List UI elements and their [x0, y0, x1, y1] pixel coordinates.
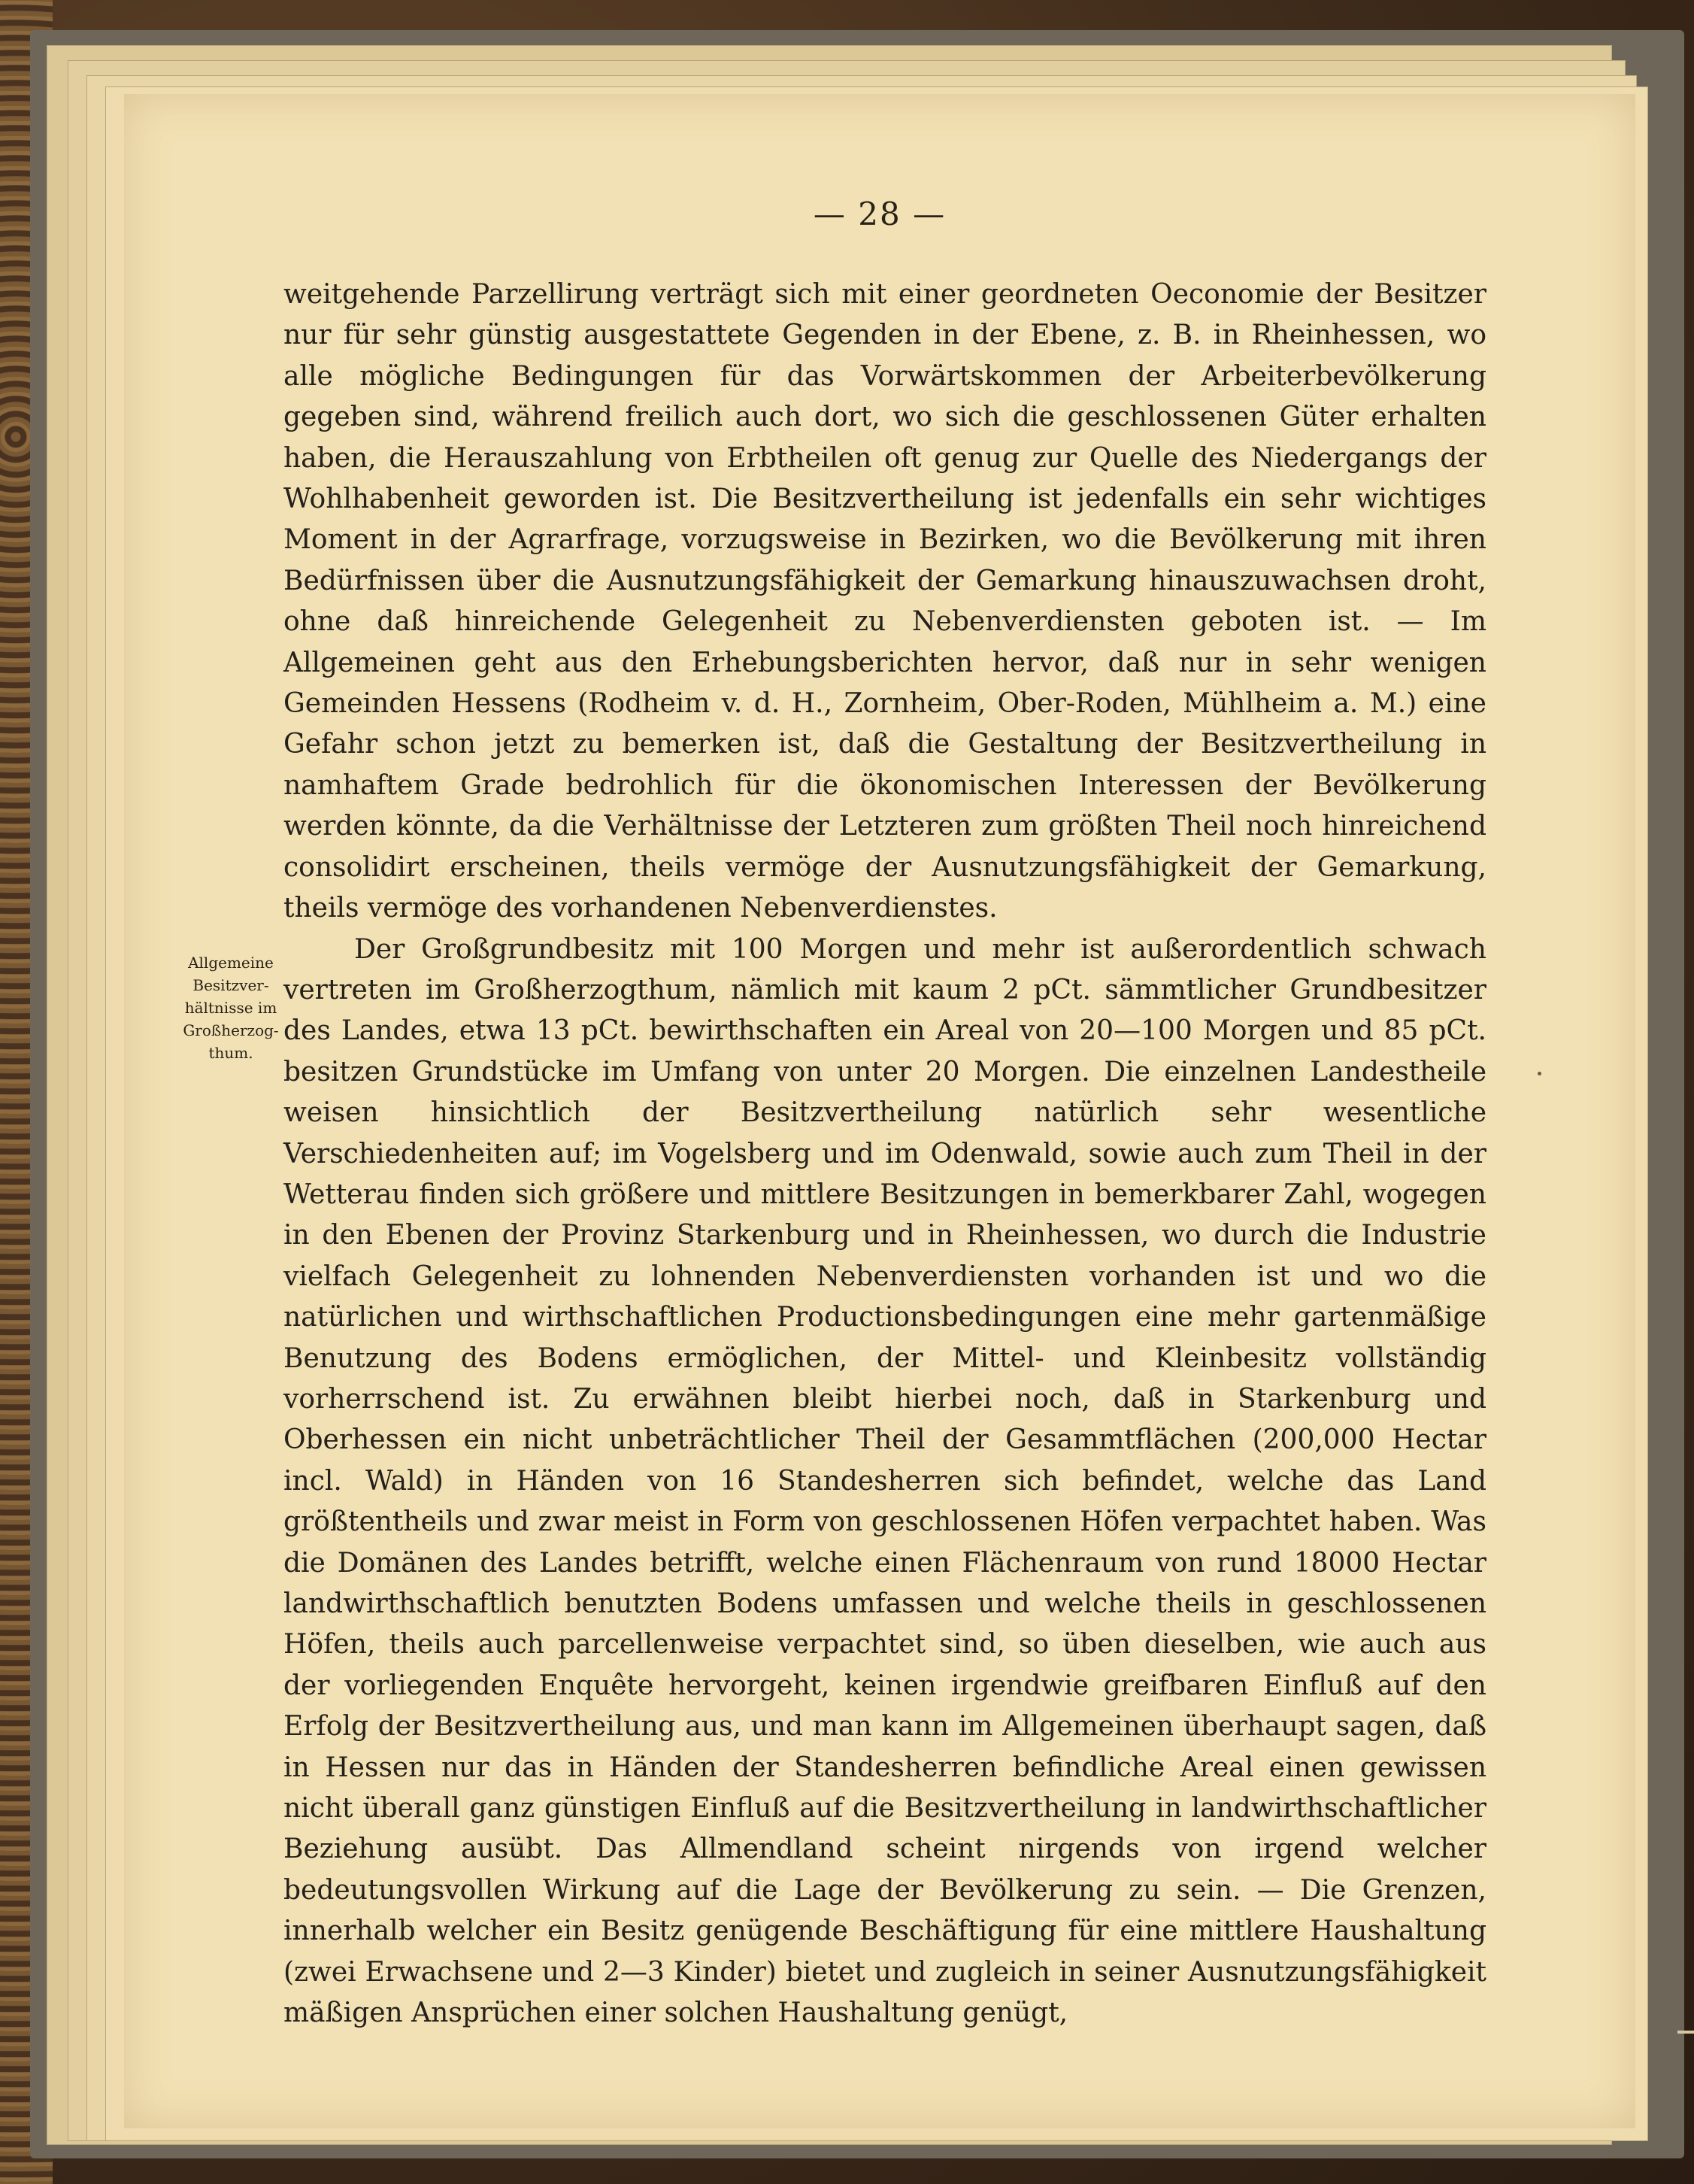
page-body	[283, 275, 1486, 2034]
paragraph-2: Der Großgrundbesitz mit 100 Morgen und mehr ist außerordentlich schwach vertreten im Großherzogthum, nämlich mit kaum 2 pCt. sämmtlicher Grundbesitzer des Landes, etwa 13 pCt. bewirthschaften ein Areal von 20—100 Morgen und 85 pCt. besitzen Grundstücke im Umfang von unter 20 Morgen. Die einzelnen Landestheile weisen hinsichtlich der Besitzvertheilung natürlich sehr wesentliche Verschiedenheiten auf; im Vogelsberg und im Odenwald, sowie auch zum Theil in der Wetterau finden sich größere und mittlere Besitzungen in bemerkbarer Zahl, wogegen in den Ebenen der Provinz Starkenburg und in Rheinhessen, wo durch die Industrie vielfach Gelegenheit zu lohnenden Nebenverdiensten vorhanden ist und wo die natürlichen und wirthschaftlichen Productionsbedingungen eine mehr gartenmäßige Benutzung des Bodens ermöglichen, der Mittel- und Kleinbesitz vollständig vorherrschend ist. Zu erwähnen bleibt hierbei noch, daß in Starkenburg und Oberhessen ein nicht unbeträchtlicher Theil der Gesammtflächen (200,000 Hectar incl. Wald) in Händen von 16 Standesherren sich befindet, welche das Land größtentheils und zwar meist in Form von geschlossenen Höfen verpachtet haben. Was die Domänen des Landes betrifft, welche einen Flächenraum von rund 18000 Hectar landwirthschaftlich benutzten Bodens umfassen und welche theils in geschlossenen Höfen, theils auch parcellenweise verpachtet sind, so üben dieselben, wie auch aus der vorliegenden Enquête hervorgeht, keinen irgendwie greifbaren Einfluß auf den Erfolg der Besitzvertheilung aus, und man kann im Allgemeinen überhaupt sagen, daß in Hessen nur das in Händen der Standesherren befindliche Areal einen gewissen nicht überall ganz günstigen Einfluß auf die Besitzvertheilung in landwirthschaftlicher Beziehung ausübt. Das Allmendland scheint nirgends von irgend welcher bedeutungsvollen Wirkung auf die Lage der Bevölkerung zu sein. — Die Grenzen, innerhalb welcher ein Besitz genügende Beschäftigung für eine mittlere Haushaltung (zwei Erwachsene und 2—3 Kinder) bietet und zugleich in seiner Ausnutzungsfähigkeit mäßigen Ansprüchen einer solchen Haushaltung genügt,	[283, 933, 1486, 2029]
ink-dot	[1538, 1072, 1541, 1075]
marginal-note: Allgemeine Besitzver-hältnisse im Großherzog-thum.	[183, 954, 279, 1062]
book-page	[124, 94, 1635, 2128]
edge-mark	[1677, 2031, 1694, 2034]
page-number: — 28 —	[813, 196, 947, 232]
paragraph-1: weitgehende Parzellirung verträgt sich mit einer geordneten Oeconomie der Besitzer nur für sehr günstig ausgestattete Gegenden in der Ebene, z. B. in Rheinhessen, wo alle mögliche Bedingungen für das Vorwärtskommen der Arbeiterbevölkerung gegeben sind, während freilich auch dort, wo sich die geschlossenen Güter erhalten haben, die Herauszahlung von Erbtheilen oft genug zur Quelle des Niedergangs der Wohlhabenheit geworden ist. Die Besitzvertheilung ist jedenfalls ein sehr wichtiges Moment in der Agrarfrage, vorzugsweise in Bezirken, wo die Bevölkerung mit ihren Bedürfnissen über die Ausnutzungsfähigkeit der Gemarkung hinauszuwachsen droht, ohne daß hinreichende Gelegenheit zu Nebenverdiensten geboten ist. — Im Allgemeinen geht aus den Erhebungsberichten hervor, daß nur in sehr wenigen Gemeinden Hessens (Rodheim v. d. H., Zornheim, Ober-Roden, Mühlheim a. M.) eine Gefahr schon jetzt zu bemerken ist, daß die Gestaltung der Besitzvertheilung in namhaftem Grade bedrohlich für die ökonomischen Interessen der Bevölkerung werden könnte, da die Verhältnisse der Letzteren zum größten Theil noch hinreichend consolidirt erscheinen, theils vermöge der Ausnutzungsfähigkeit der Gemarkung, theils vermöge des vorhandenen Nebenverdienstes.	[283, 279, 1486, 924]
